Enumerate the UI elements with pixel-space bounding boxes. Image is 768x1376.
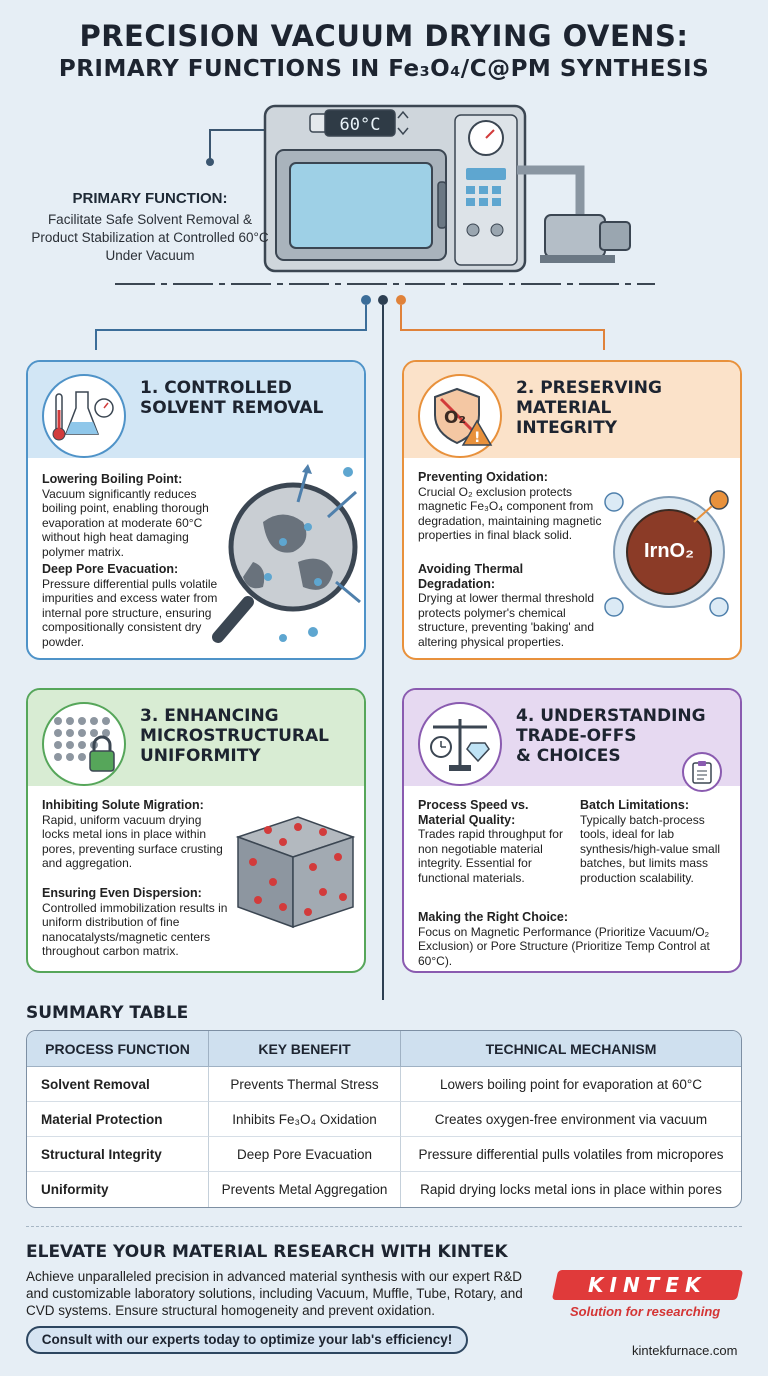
- section-heading: Deep Pore Evacuation:: [42, 562, 179, 576]
- card-title: [140, 378, 323, 418]
- card-title-line: SOLVENT REMOVAL: [140, 398, 324, 418]
- table-row: [27, 1172, 741, 1207]
- card-title-line: MATERIAL: [516, 398, 612, 418]
- card-section: [580, 798, 730, 885]
- table-cell: Inhibits Fe₃O₄ Oxidation: [209, 1102, 401, 1137]
- summary-heading: SUMMARY TABLE: [26, 1003, 189, 1023]
- table-cell: Deep Pore Evacuation: [209, 1137, 401, 1172]
- table-cell: Structural Integrity: [27, 1137, 209, 1172]
- section-text: Crucial O₂ exclusion protects magnetic Fe₃O₄ component from degradation, maintaining magnetic properties in final black solid.: [418, 484, 602, 542]
- card-section: [418, 798, 568, 885]
- table-cell: Creates oxygen-free environment via vacuum: [401, 1102, 741, 1137]
- porous-cube-icon: [228, 802, 358, 932]
- summary-table: [26, 1030, 742, 1208]
- section-heading: Making the Right Choice:: [418, 910, 568, 924]
- card-section: [418, 562, 603, 649]
- balance-scale-icon: [418, 702, 502, 786]
- section-text: Controlled immobilization results in uniform distribution of fine nanocatalysts/magnetic centers throughout carbon matrix.: [42, 900, 228, 958]
- section-text: Typically batch-process tools, ideal for lab synthesis/high-value small batches, but limits mass production scalability.: [580, 812, 721, 885]
- clipboard-icon: [682, 752, 722, 792]
- shield-o2-label: O₂: [444, 408, 466, 428]
- table-cell: Material Protection: [27, 1102, 209, 1137]
- table-cell: Prevents Metal Aggregation: [209, 1172, 401, 1207]
- shield-warning-icon: [418, 374, 502, 458]
- table-row: [27, 1137, 741, 1172]
- card-title: [516, 378, 662, 438]
- card-title-line: 1. CONTROLLED: [140, 378, 292, 398]
- title-line-2: PRIMARY FUNCTIONS IN Fe₃O₄/C@PM SYNTHESIS: [58, 56, 710, 82]
- section-heading: Preventing Oxidation:: [418, 470, 548, 484]
- divider: [26, 1226, 742, 1227]
- website-link[interactable]: kintekfurnace.com: [632, 1343, 738, 1358]
- card-section: [418, 470, 603, 543]
- logo-text: KINTEK: [588, 1273, 707, 1297]
- card-microstructural-uniformity: [26, 688, 366, 973]
- svg-text:!: !: [474, 430, 481, 446]
- magnifier-pore-icon: [208, 462, 366, 652]
- primary-function: [30, 190, 270, 265]
- section-text: Focus on Magnetic Performance (Prioritize Vacuum/O₂ Exclusion) or Pore Structure (Prioritize Temp Control at 60°C).: [418, 924, 710, 968]
- card-title-line: 2. PRESERVING: [516, 378, 662, 398]
- table-cell: Rapid drying locks metal ions in place within pores: [420, 1182, 722, 1197]
- consult-button[interactable]: Consult with our experts today to optimize your lab's efficiency!: [26, 1326, 468, 1354]
- card-trade-offs: [402, 688, 742, 973]
- table-header-row: [27, 1031, 741, 1067]
- table-cell: Lowers boiling point for evaporation at 60°C: [401, 1067, 741, 1102]
- card-section: [42, 472, 234, 559]
- card-title: [516, 706, 706, 766]
- card-title-line: INTEGRITY: [516, 418, 618, 438]
- section-heading: Avoiding Thermal Degradation:: [418, 562, 524, 591]
- title-line-1: PRECISION VACUUM DRYING OVENS:: [79, 19, 689, 53]
- card-title-line: TRADE-OFFS: [516, 726, 637, 746]
- table-cell: Prevents Thermal Stress: [209, 1067, 401, 1102]
- table-cell: Uniformity: [27, 1172, 209, 1207]
- column-header: TECHNICAL MECHANISM: [401, 1031, 741, 1067]
- card-section: [42, 798, 227, 871]
- card-section: [42, 562, 234, 649]
- section-heading: Batch Limitations:: [580, 798, 690, 812]
- section-text: Drying at lower thermal threshold protects polymer's chemical structure, preventing 'baking' and altering physical properties.: [418, 591, 595, 649]
- column-header: KEY BENEFIT: [209, 1031, 401, 1067]
- table-cell: Solvent Removal: [27, 1067, 209, 1102]
- section-text: Vacuum significantly reduces boiling point, enabling thorough evaporation at moderate 60°C without high heat damaging polymer matrix.: [42, 486, 209, 559]
- cta-heading: ELEVATE YOUR MATERIAL RESEARCH WITH KINTEK: [26, 1242, 508, 1262]
- card-title-line: MICROSTRUCTURAL: [140, 726, 329, 746]
- section-text: Rapid, uniform vacuum drying locks metal ions in place within pores, preventing surface crusting and aggregation.: [42, 812, 223, 870]
- card-section: [418, 910, 733, 968]
- card-title-line: UNIFORMITY: [140, 746, 261, 766]
- kintek-logo[interactable]: [552, 1270, 743, 1300]
- card-material-integrity: [402, 360, 742, 660]
- column-header: PROCESS FUNCTION: [27, 1031, 209, 1067]
- card-title-line: 3. ENHANCING: [140, 706, 279, 726]
- page-title: [0, 18, 768, 84]
- flask-thermometer-icon: [42, 374, 126, 458]
- card-title: [140, 706, 329, 766]
- section-heading: Inhibiting Solute Migration:: [42, 798, 204, 812]
- section-heading: Ensuring Even Dispersion:: [42, 886, 202, 900]
- section-text: Trades rapid throughput for non negotiable material integrity. Essential for functional materials.: [418, 827, 563, 885]
- card-title-line: & CHOICES: [516, 746, 621, 766]
- slogan: Solution for researching: [570, 1304, 721, 1319]
- card-solvent-removal: [26, 360, 366, 660]
- section-heading: Process Speed vs. Material Quality:: [418, 798, 529, 827]
- table-row: [27, 1067, 741, 1102]
- oven-display: 60°C: [339, 115, 381, 135]
- center-connector: [380, 350, 388, 1060]
- primary-function-text: Facilitate Safe Solvent Removal & Product Stabilization at Controlled 60°C Under Vacuum: [31, 212, 269, 263]
- card-title-line: 4. UNDERSTANDING: [516, 706, 706, 726]
- table-row: [27, 1102, 741, 1137]
- cta-text: Achieve unparalleled precision in advanced material synthesis with our expert R&D and customizable laboratory solutions, including Vacuum, Muffle, Tube, Rotary, and CVD systems. Ensure structural homogeneity and prevent oxidation.: [26, 1269, 523, 1318]
- section-text: Pressure differential pulls volatile impurities and excess water from internal pore structure, ensuring compositionally consistent dry powder.: [42, 576, 218, 649]
- sphere-label: IrnO₂: [644, 540, 694, 562]
- table-cell: Pressure differential pulls volatiles from micropores: [401, 1137, 741, 1172]
- primary-function-heading: PRIMARY FUNCTION:: [72, 190, 228, 207]
- section-heading: Lowering Boiling Point:: [42, 472, 183, 486]
- lock-grid-icon: [42, 702, 126, 786]
